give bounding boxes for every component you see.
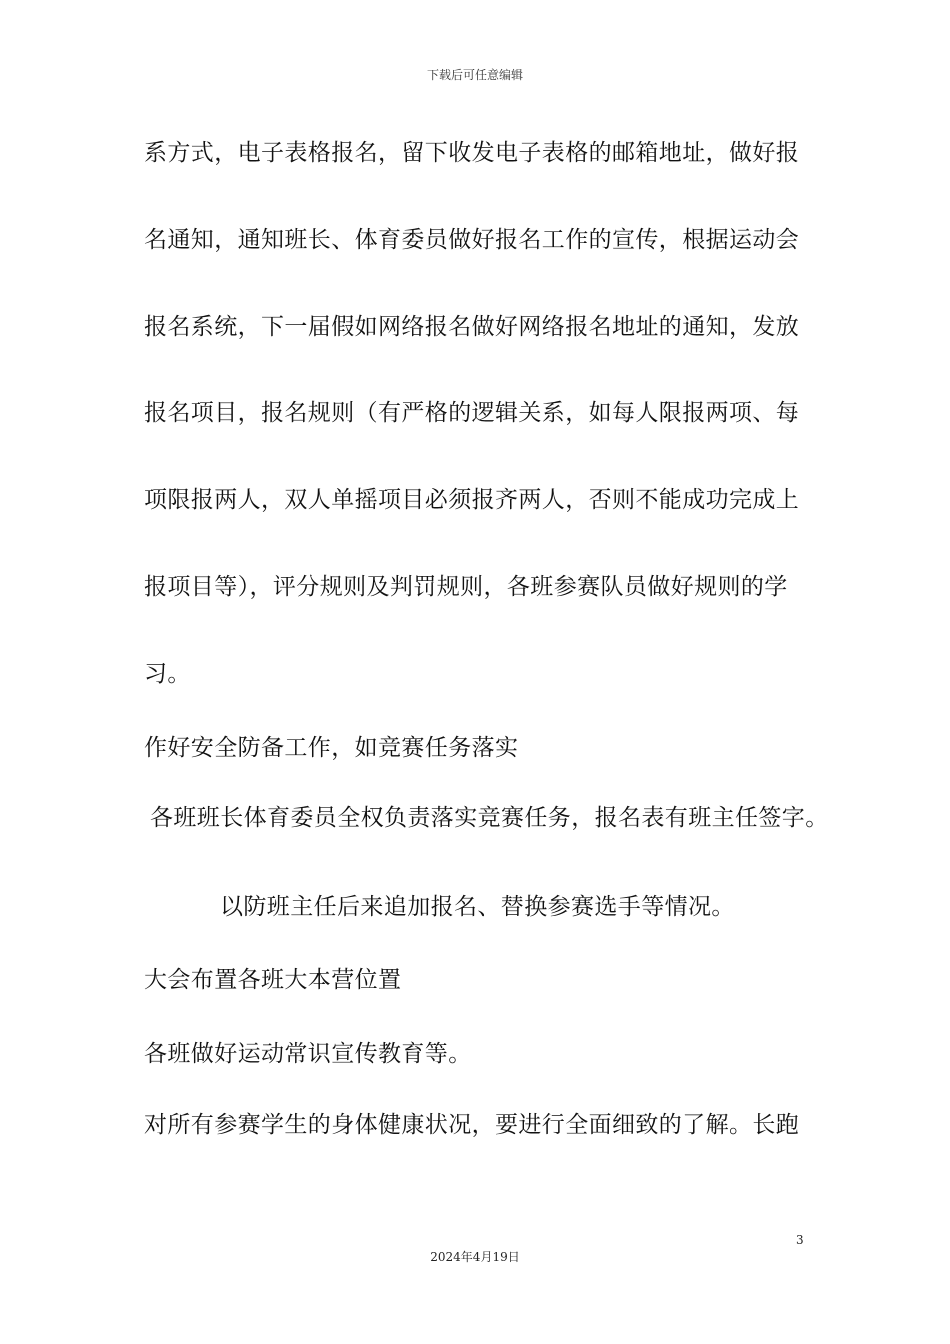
section-heading: 大会布置各班大本营位置 [144,967,402,993]
body-line: 各班班长体育委员全权负责落实竞赛任务，报名表有班主任签字。 [150,805,829,831]
section-heading: 作好安全防备工作，如竞赛任务落实 [144,735,519,761]
footer-date: 2024年4月19日 [430,1250,520,1264]
body-line: 以防班主任后来追加报名、替换参赛选手等情况。 [220,894,735,920]
page-number: 3 [796,1233,804,1247]
body-line: 报名系统，下一届假如网络报名做好网络报名地址的通知，发放 [144,314,800,340]
body-line: 报名项目，报名规则（有严格的逻辑关系，如每人限报两项、每 [144,400,800,426]
body-line: 对所有参赛学生的身体健康状况，要进行全面细致的了解。长跑 [144,1112,800,1138]
page-header: 下载后可任意编辑 [426,68,523,82]
body-line: 名通知，通知班长、体育委员做好报名工作的宣传，根据运动会 [144,227,800,253]
body-line: 报项目等），评分规则及判罚规则，各班参赛队员做好规则的学 [144,574,788,600]
body-line: 系方式，电子表格报名，留下收发电子表格的邮箱地址，做好报 [144,140,800,166]
body-line: 项限报两人，双人单摇项目必须报齐两人，否则不能成功完成上 [144,487,800,513]
body-line: 习。 [144,661,191,687]
body-line: 各班做好运动常识宣传教育等。 [144,1041,472,1067]
